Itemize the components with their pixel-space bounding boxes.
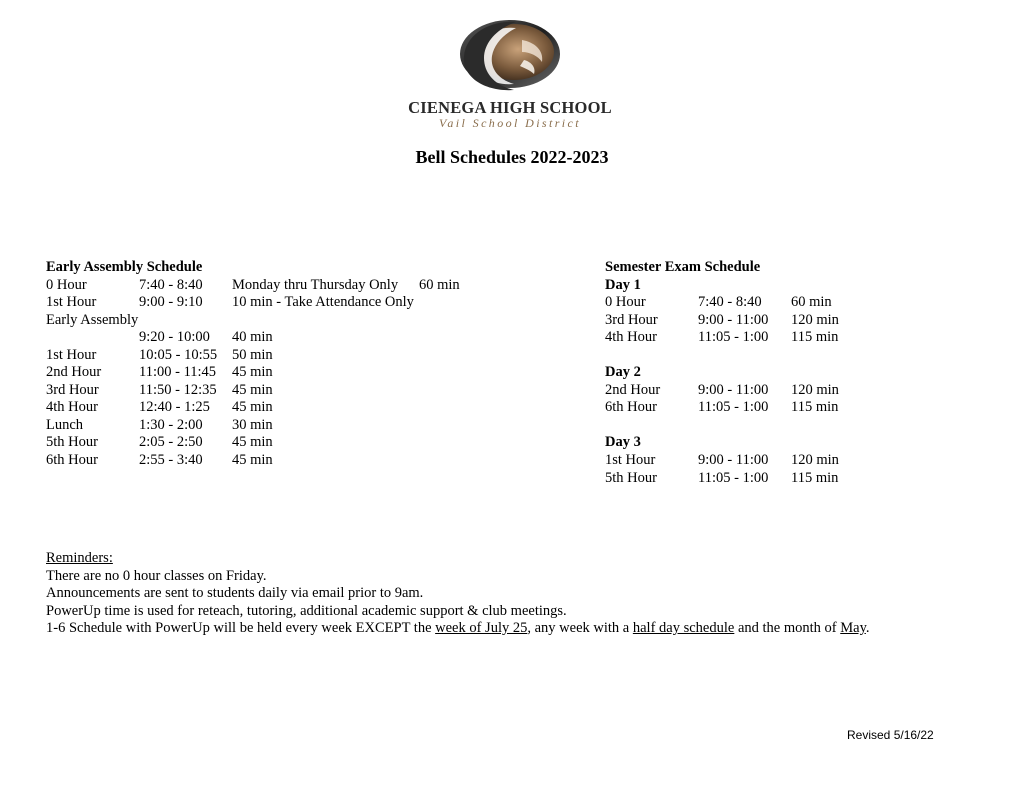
reminder-line: PowerUp time is used for reteach, tutoring, additional academic support & club meetings. xyxy=(46,602,567,619)
time-cell: 12:40 - 1:25 xyxy=(139,399,210,415)
period-cell: 0 Hour xyxy=(605,294,646,310)
period-cell: 0 Hour xyxy=(46,276,87,293)
duration-cell: 45 min xyxy=(232,364,273,380)
reminders-heading: Reminders: xyxy=(46,550,113,566)
period-cell: 1st Hour xyxy=(605,451,656,468)
page-title: Bell Schedules 2022-2023 xyxy=(415,147,609,167)
period-cell: 2nd Hour xyxy=(605,381,661,398)
period-cell: Early Assembly xyxy=(46,311,139,328)
duration-cell: 45 min xyxy=(232,381,273,398)
reminder-line: There are no 0 hour classes on Friday. xyxy=(46,567,267,584)
duration-cell: 115 min xyxy=(791,469,839,486)
period-cell: 3rd Hour xyxy=(605,311,658,328)
district-name: Vail School District xyxy=(439,116,581,130)
cougar-logo-icon xyxy=(404,16,616,96)
note-cell: Monday thru Thursday Only xyxy=(232,276,399,293)
period-cell: 3rd Hour xyxy=(46,381,99,398)
duration-cell: 60 min xyxy=(419,276,460,293)
reminder-underlined-text: week of July 25 xyxy=(435,620,528,636)
reminder-text: 1-6 Schedule with PowerUp will be held every week EXCEPT the xyxy=(46,620,436,636)
period-cell: 1st Hour xyxy=(46,294,97,310)
period-cell: 5th Hour xyxy=(46,434,98,450)
reminder-text: and the month of xyxy=(734,620,841,636)
duration-cell: 50 min xyxy=(232,346,273,363)
time-cell: 7:40 - 8:40 xyxy=(139,276,203,293)
time-cell: 11:00 - 11:45 xyxy=(139,364,217,380)
duration-cell: 30 min xyxy=(232,416,273,433)
reminder-line xyxy=(46,620,870,637)
semester-exam-schedule xyxy=(605,259,905,499)
day-label: Day 1 xyxy=(605,276,641,293)
period-cell: 1st Hour xyxy=(46,346,97,363)
period-cell: 4th Hour xyxy=(46,399,98,415)
time-cell: 1:30 - 2:00 xyxy=(139,416,203,433)
duration-cell: 40 min xyxy=(232,329,273,345)
time-cell: 7:40 - 8:40 xyxy=(698,294,762,310)
time-cell: 2:05 - 2:50 xyxy=(139,434,203,450)
time-cell: 11:05 - 1:00 xyxy=(698,469,769,486)
day-label: Day 2 xyxy=(605,364,641,380)
duration-cell: 45 min xyxy=(232,434,273,450)
duration-cell: 60 min xyxy=(791,294,832,310)
duration-cell: 115 min xyxy=(791,329,839,345)
time-cell: 11:50 - 12:35 xyxy=(139,381,217,398)
duration-cell: 120 min xyxy=(791,311,839,328)
period-cell: 5th Hour xyxy=(605,469,657,486)
school-name: CIENEGA HIGH SCHOOL xyxy=(408,98,612,117)
time-cell: 9:00 - 9:10 xyxy=(139,294,203,310)
reminder-text: , any week with a xyxy=(527,620,633,636)
duration-cell: 45 min xyxy=(232,451,273,468)
duration-cell: 120 min xyxy=(791,451,839,468)
period-cell: 4th Hour xyxy=(605,329,657,345)
semester-exam-heading: Semester Exam Schedule xyxy=(605,259,761,275)
duration-cell: 45 min xyxy=(232,399,273,415)
time-cell: 2:55 - 3:40 xyxy=(139,451,203,468)
time-cell: 9:20 - 10:00 xyxy=(139,329,210,345)
reminder-underlined-text: May xyxy=(840,620,866,636)
period-cell: 6th Hour xyxy=(46,451,98,468)
time-cell: 11:05 - 1:00 xyxy=(698,399,769,415)
reminder-text: . xyxy=(865,620,870,636)
early-assembly-schedule xyxy=(46,259,566,479)
time-cell: 9:00 - 11:00 xyxy=(698,381,769,398)
note-cell: 10 min - Take Attendance Only xyxy=(232,294,414,310)
reminder-underlined-text: half day schedule xyxy=(632,620,735,636)
day-label: Day 3 xyxy=(605,434,641,450)
period-cell: Lunch xyxy=(46,416,84,433)
time-cell: 9:00 - 11:00 xyxy=(698,311,769,328)
early-assembly-heading: Early Assembly Schedule xyxy=(46,259,203,275)
revised-date: Revised 5/16/22 xyxy=(847,728,934,742)
duration-cell: 115 min xyxy=(791,399,839,415)
time-cell: 9:00 - 11:00 xyxy=(698,451,769,468)
period-cell: 2nd Hour xyxy=(46,364,102,380)
period-cell: 6th Hour xyxy=(605,399,657,415)
duration-cell: 120 min xyxy=(791,381,839,398)
time-cell: 10:05 - 10:55 xyxy=(139,346,218,363)
reminder-line: Announcements are sent to students daily via email prior to 9am. xyxy=(46,585,424,601)
time-cell: 11:05 - 1:00 xyxy=(698,329,769,345)
